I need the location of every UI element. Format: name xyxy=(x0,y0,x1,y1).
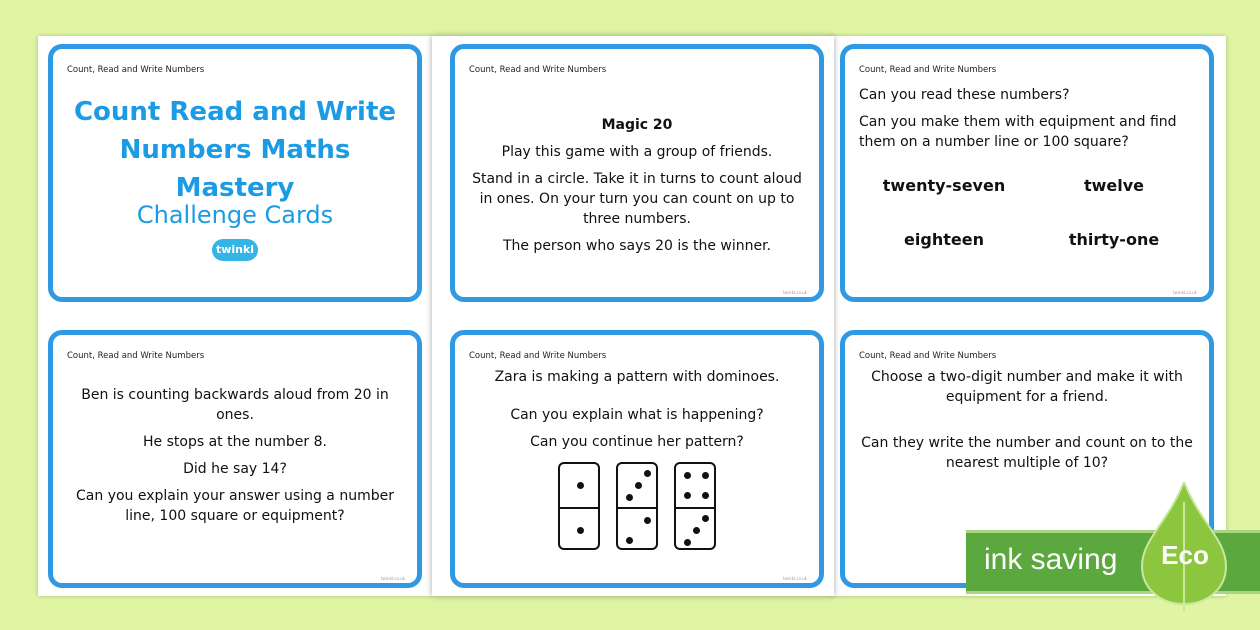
eco-label: Eco xyxy=(1161,540,1209,570)
card-text: Can you explain what is happening? xyxy=(510,407,764,423)
domino-half xyxy=(560,464,598,507)
card-text: Can they write the number and count on to the nearest multiple of 10? xyxy=(861,435,1193,471)
domino-dot xyxy=(684,492,691,499)
domino-dot xyxy=(635,482,642,489)
domino-dot xyxy=(577,482,584,489)
domino-half xyxy=(676,464,714,507)
card-text: Zara is making a pattern with dominoes. xyxy=(494,369,780,385)
domino-dot xyxy=(577,527,584,534)
domino-half xyxy=(618,464,656,507)
card-text: Can you continue her pattern? xyxy=(530,434,744,450)
domino-dot xyxy=(684,539,691,546)
card-text: Can you explain your answer using a number line, 100 square or equipment? xyxy=(76,488,394,524)
card-header: Count, Read and Write Numbers xyxy=(859,351,997,361)
card-text: Play this game with a group of friends. xyxy=(501,144,773,160)
card-text: Did he say 14? xyxy=(183,461,287,477)
card-text: Can you read these numbers? xyxy=(859,87,1070,103)
domino-dot xyxy=(702,472,709,479)
domino xyxy=(674,462,716,550)
domino-dot xyxy=(693,527,700,534)
card-footer: twinkl.co.uk xyxy=(1173,290,1197,295)
card-text: Ben is counting backwards aloud from 20 in ones. xyxy=(81,387,389,423)
card-title: Magic 20 xyxy=(601,117,673,133)
card-footer: twinkl.co.uk xyxy=(783,290,807,295)
card-footer: twinkl.co.uk xyxy=(783,576,807,581)
domino xyxy=(558,462,600,550)
card-text: Choose a two-digit number and make it with equipment for a friend. xyxy=(871,369,1183,405)
domino-dot xyxy=(626,537,633,544)
domino-dot xyxy=(626,494,633,501)
card-text: He stops at the number 8. xyxy=(143,434,327,450)
domino-half xyxy=(618,507,656,552)
domino-dot xyxy=(684,472,691,479)
card-header: Count, Read and Write Numbers xyxy=(469,351,607,361)
number-word: thirty-one xyxy=(1068,230,1160,249)
card-dominoes xyxy=(450,330,824,588)
number-word: twenty-seven xyxy=(882,176,1006,195)
twinkl-logo: twinkl xyxy=(212,239,258,261)
domino-row xyxy=(465,462,809,550)
ink-saving-label: ink saving xyxy=(984,543,1118,576)
sheet-middle xyxy=(432,36,834,596)
card-header: Count, Read and Write Numbers xyxy=(469,65,607,75)
cover-title: Count Read and Write Numbers Maths Mastery xyxy=(73,97,397,203)
cover-subtitle: Challenge Cards xyxy=(136,201,334,229)
card-title xyxy=(48,44,422,302)
card-header: Count, Read and Write Numbers xyxy=(859,65,997,75)
domino-dot xyxy=(702,515,709,522)
number-word: eighteen xyxy=(904,230,984,249)
card-text: Can you make them with equipment and find them on a number line or 100 square? xyxy=(859,114,1177,150)
card-ben xyxy=(48,330,422,588)
domino-half xyxy=(676,507,714,552)
number-word: twelve xyxy=(1083,176,1145,195)
domino-dot xyxy=(644,517,651,524)
card-footer: twinkl.co.uk xyxy=(381,576,405,581)
domino-dot xyxy=(644,470,651,477)
card-magic-20 xyxy=(450,44,824,302)
card-read-numbers xyxy=(840,44,1214,302)
domino-half xyxy=(560,507,598,552)
domino-dot xyxy=(702,492,709,499)
card-header: Count, Read and Write Numbers xyxy=(67,65,205,75)
sheet-left xyxy=(38,36,432,596)
domino xyxy=(616,462,658,550)
card-header: Count, Read and Write Numbers xyxy=(67,351,205,361)
card-text: The person who says 20 is the winner. xyxy=(502,238,772,254)
card-text: Stand in a circle. Take it in turns to count aloud in ones. On your turn you can count on up to three numbers. xyxy=(472,171,802,227)
